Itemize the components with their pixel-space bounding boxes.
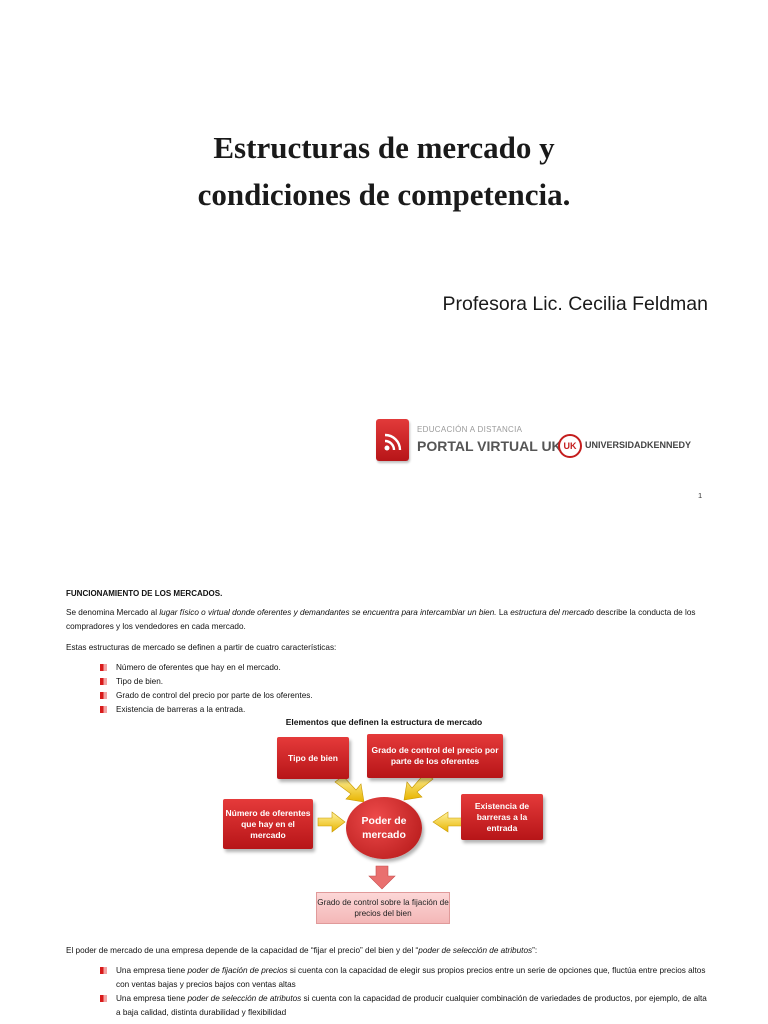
p1-text-a: Se denomina Mercado al	[66, 608, 160, 617]
p1-text-d: estructura del mercado	[510, 608, 594, 617]
author: Profesora Lic. Cecilia Feldman	[442, 293, 708, 315]
list-item-text: Tipo de bien.	[116, 677, 164, 686]
page-number: 1	[698, 491, 703, 500]
p3-text-a: El poder de mercado de una empresa depende de la capacidad de “fijar el precio” del bien y del “	[66, 946, 419, 955]
b1-text-b: poder de fijación de precios	[187, 966, 288, 975]
diagram-title: Elementos que definen la estructura de mercado	[285, 717, 483, 727]
paragraph-characteristics: Estas estructuras de mercado se definen a partir de cuatro características:	[66, 643, 337, 652]
title-line-2: condiciones de competencia.	[197, 177, 571, 212]
section-heading: FUNCIONAMIENTO DE LOS MERCADOS.	[66, 589, 223, 598]
list-item-text: Grado de control del precio por parte de los oferentes.	[116, 691, 313, 700]
poder-mercado-circle: Poder de mercado	[346, 797, 422, 859]
grado-control-box: Grado de control del precio por parte de los oferentes	[367, 734, 503, 778]
poder-list	[98, 964, 708, 1020]
b1-text-a: Una empresa tiene	[116, 966, 188, 975]
result-box: Grado de control sobre la fijación de precios del bien	[316, 892, 450, 924]
bullet-icon	[100, 967, 107, 974]
portal-name: PORTAL VIRTUAL UK	[417, 438, 562, 454]
portal-tagline: EDUCACIÓN A DISTANCIA	[417, 425, 523, 434]
p1-text-e: describe la conducta de los compradores y los vendedores en cada mercado.	[66, 608, 696, 631]
numero-oferentes-box: Número de oferentes que hay en el mercado	[223, 799, 313, 849]
p1-text-c: La	[496, 608, 511, 617]
list-item	[98, 964, 708, 992]
tipo-bien-box: Tipo de bien	[277, 737, 349, 779]
list-item	[98, 992, 708, 1020]
list-item-text: Número de oferentes que hay en el mercado.	[116, 663, 281, 672]
paragraph-poder	[66, 944, 714, 958]
uk-badge: UK	[558, 434, 582, 458]
down-arrow-icon	[369, 866, 395, 889]
bullet-icon	[100, 995, 107, 1002]
p3-text-b: poder de selección de atributos	[418, 946, 533, 955]
b2-text-c: si cuenta con la capacidad de producir cualquier combinación de variedades de productos, por ejemplo, de alta a baja calidad, distinta durabilidad y flexibilidad	[116, 994, 707, 1017]
b2-text-b: poder de selección de atributos	[187, 994, 302, 1003]
b2-text-a: Una empresa tiene	[116, 994, 188, 1003]
barreras-box: Existencia de barreras a la entrada	[461, 794, 543, 840]
university-name: UNIVERSIDADKENNEDY	[585, 440, 692, 450]
b1-text-c: si cuenta con la capacidad de elegir sus propios precios entre un serie de opciones que, fluctúa entre precios altos con ventas bajas y precios bajos con ventas altas	[116, 966, 706, 989]
p3-text-c: ”:	[532, 946, 538, 955]
p1-text-b: lugar físico o virtual donde oferentes y demandantes se encuentra para intercambiar un bien.	[159, 608, 497, 617]
title-line-1: Estructuras de mercado y	[213, 130, 555, 165]
list-item-text: Existencia de barreras a la entrada.	[116, 705, 246, 714]
